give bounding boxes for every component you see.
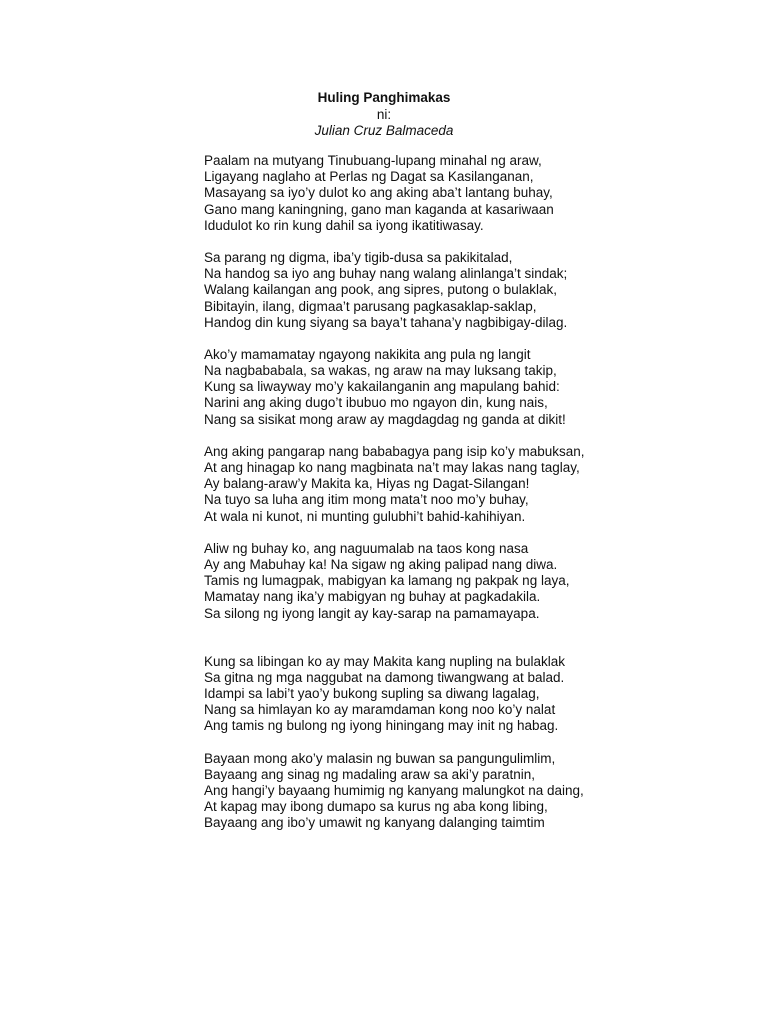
stanza [204, 250, 624, 331]
poem-line: Na tuyo sa luha ang itim mong mata’t noo mo’y buhay, [204, 492, 529, 508]
poem-line: Ay ang Mabuhay ka! Na sigaw ng aking palipad nang diwa. [204, 556, 558, 572]
poem-line: Paalam na mutyang Tinubuang-lupang minahal ng araw, [204, 153, 542, 168]
poem-line: Masayang sa iyo’y dulot ko ang aking aba’t lantang buhay, [204, 185, 553, 201]
poem-line: At kapag may ibong dumapo sa kurus ng aba kong libing, [204, 799, 548, 815]
poem-line: Nang sa sisikat mong araw ay magdagdag ng ganda at dikit! [204, 411, 566, 427]
poem-line: At wala ni kunot, ni munting gulubhi’t bahid-kahihiyan. [204, 508, 526, 524]
stanza [204, 153, 624, 234]
stanza [204, 751, 624, 832]
poem-line: Gano mang kaningning, gano man kaganda at kasariwaan [204, 201, 554, 217]
poem-line: Walang kailangan ang pook, ang sipres, putong o bulaklak, [204, 282, 557, 298]
poem-line: Idudulot ko rin kung dahil sa iyong ikatitiwasay. [204, 217, 484, 233]
poem-line: Bayaang ang ibo’y umawit ng kanyang dalanging taimtim [204, 815, 545, 831]
poem-line: At ang hinagap ko nang magbinata na’t may lakas nang taglay, [204, 460, 580, 475]
poem-line: Handog din kung siyang sa baya’t tahana’y nagbibigay-dilag. [204, 314, 568, 330]
poem-line: Bayaan mong ako’y malasin ng buwan sa pangungulimlim, [204, 750, 556, 766]
poem-line: Kung sa libingan ko ay may Makita kang nupling na bulaklak [204, 653, 565, 669]
poem-line: Sa gitna ng mga naggubat na damong tiwangwang at balad. [204, 669, 565, 685]
poem-title: Huling Panghimakas [317, 90, 451, 105]
poem-line: Nang sa himlayan ko ay maramdaman kong noo ko’y nalat [204, 702, 556, 718]
stanza [204, 654, 624, 735]
poem-body [204, 153, 624, 848]
poem-line: Ang tamis ng bulong ng iyong hiningang may init ng habag. [204, 718, 559, 734]
poem-line: Sa silong ng iyong langit ay kay-sarap na pamamayapa. [204, 605, 540, 621]
poem-header [0, 90, 768, 140]
poem-line: Bayaang ang sinag ng madaling araw sa aki’y paratnin, [204, 766, 535, 782]
poem-line: Ligayang naglaho at Perlas ng Dagat sa Kasilanganan, [204, 169, 534, 185]
poem-line: Ang aking pangarap nang bababagya pang isip ko’y mabuksan, [204, 443, 585, 459]
poem-line: Ay balang-araw’y Makita ka, Hiyas ng Dagat-Silangan! [204, 476, 530, 492]
poem-line: Na nagbababala, sa wakas, ng araw na may luksang takip, [204, 363, 557, 379]
poem-line: Ang hangi’y bayaang humimig ng kanyang malungkot na daing, [204, 783, 584, 798]
poem-line: Aliw ng buhay ko, ang naguumalab na taos kong nasa [204, 540, 529, 556]
poem-author: Julian Cruz Balmaceda [314, 123, 454, 138]
poem-line: Kung sa liwayway mo’y kakailanganin ang mapulang bahid: [204, 379, 560, 395]
poem-line: Tamis ng lumagpak, mabigyan ka lamang ng pakpak ng laya, [204, 573, 570, 589]
poem-line: Bibitayin, ilang, digmaa’t parusang pagkasaklap-saklap, [204, 298, 537, 314]
stanza [204, 444, 624, 525]
stanza [204, 541, 624, 622]
byline-label: ni: [376, 106, 392, 122]
poem-line: Sa parang ng digma, iba’y tigib-dusa sa pakikitalad, [204, 249, 513, 265]
poem-line: Idampi sa labi’t yao’y bukong supling sa diwang lagalag, [204, 686, 540, 702]
poem-line: Ako’y mamamatay ngayong nakikita ang pula ng langit [204, 346, 531, 362]
poem-line: Mamatay nang ika’y mabigyan ng buhay at pagkadakila. [204, 589, 541, 605]
poem-line: Na handog sa iyo ang buhay nang walang alinlanga’t sindak; [204, 266, 568, 282]
stanza [204, 347, 624, 428]
poem-line: Narini ang aking dugo’t ibubuo mo ngayon din, kung nais, [204, 395, 548, 411]
